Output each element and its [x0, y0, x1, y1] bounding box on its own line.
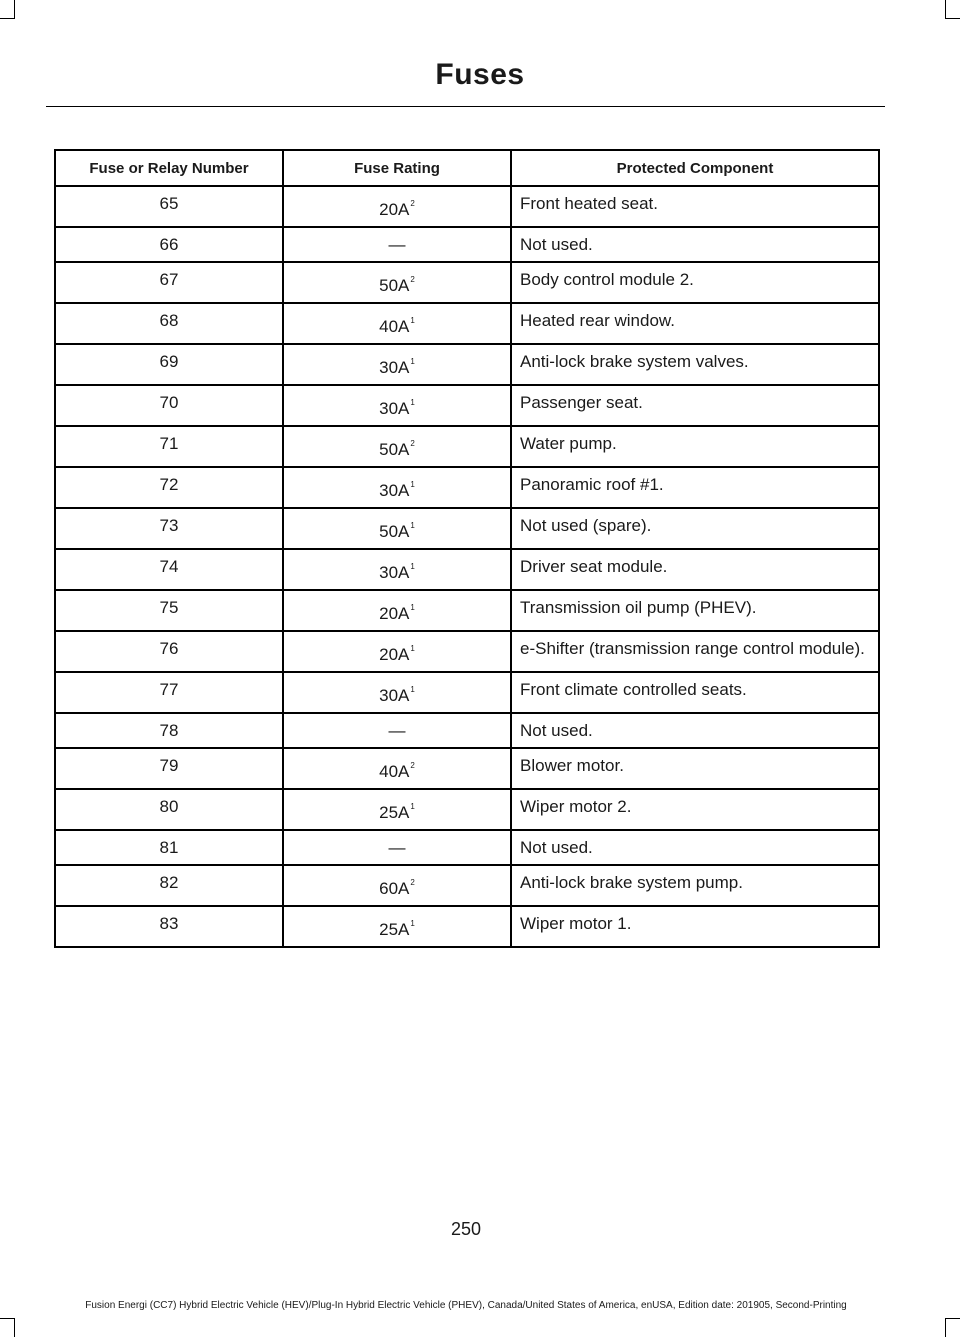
fuse-number: 74 [55, 549, 283, 590]
page-footer: Fusion Energi (CC7) Hybrid Electric Vehicle (HEV)/Plug-In Hybrid Electric Vehicle (PHEV), Canada/United States of America, enUSA, Edition date: 201905, Second-Printing [85, 1300, 847, 1311]
fuse-rating [283, 303, 511, 344]
table-row [55, 227, 879, 262]
fuse-number: 76 [55, 631, 283, 672]
fuse-rating-value: 60A [379, 879, 410, 898]
fuse-number: 82 [55, 865, 283, 906]
table-row [55, 590, 879, 631]
protected-component: Not used. [511, 227, 879, 262]
table-row [55, 672, 879, 713]
protected-component: Wiper motor 2. [511, 789, 879, 830]
protected-component: Water pump. [511, 426, 879, 467]
table-header-row [55, 150, 879, 186]
header-protected-component: Protected Component [511, 150, 879, 186]
fuse-rating-footnote: 1 [410, 316, 415, 325]
protected-component: Driver seat module. [511, 549, 879, 590]
fuse-rating [283, 789, 511, 830]
crop-mark [14, 1318, 15, 1337]
fuse-rating [283, 631, 511, 672]
fuse-rating-footnote: 1 [410, 802, 415, 811]
fuse-rating-value: 25A [379, 803, 410, 822]
protected-component: Body control module 2. [511, 262, 879, 303]
protected-component: Heated rear window. [511, 303, 879, 344]
fuse-rating-value: 30A [379, 686, 410, 705]
crop-mark [945, 18, 960, 19]
fuse-rating [283, 672, 511, 713]
fuse-number: 78 [55, 713, 283, 748]
protected-component: Blower motor. [511, 748, 879, 789]
fuse-rating [283, 590, 511, 631]
fuse-rating-footnote: 1 [410, 398, 415, 407]
table-row [55, 748, 879, 789]
fuse-rating-footnote: 2 [410, 439, 415, 448]
protected-component: Anti-lock brake system valves. [511, 344, 879, 385]
fuse-rating [283, 713, 511, 748]
fuse-rating-footnote: 2 [410, 878, 415, 887]
fuse-number: 77 [55, 672, 283, 713]
fuse-rating-value: 40A [379, 762, 410, 781]
fuse-rating-value: 25A [379, 920, 410, 939]
fuse-rating [283, 344, 511, 385]
fuse-number: 72 [55, 467, 283, 508]
fuse-number: 69 [55, 344, 283, 385]
fuse-rating-value: 30A [379, 399, 410, 418]
fuse-rating-footnote: 2 [410, 761, 415, 770]
fuse-rating-footnote: 2 [410, 275, 415, 284]
fuse-rating-value: 20A [379, 645, 410, 664]
protected-component: Anti-lock brake system pump. [511, 865, 879, 906]
fuse-number: 65 [55, 186, 283, 227]
protected-component: e-Shifter (transmission range control module). [511, 631, 879, 672]
crop-mark [0, 1318, 15, 1319]
fuse-rating [283, 426, 511, 467]
fuse-rating-value: — [388, 235, 406, 254]
fuse-number: 66 [55, 227, 283, 262]
table-row [55, 262, 879, 303]
table-row [55, 631, 879, 672]
fuse-rating-value: 50A [379, 440, 410, 459]
table-row [55, 385, 879, 426]
fuse-rating-footnote: 1 [410, 919, 415, 928]
fuse-rating-footnote: 2 [410, 199, 415, 208]
fuse-rating [283, 865, 511, 906]
fuse-rating-value: 20A [379, 200, 410, 219]
fuse-number: 83 [55, 906, 283, 947]
table-row [55, 713, 879, 748]
fuse-table [54, 149, 880, 948]
page-number: 250 [450, 1219, 482, 1239]
fuse-number: 68 [55, 303, 283, 344]
protected-component: Not used. [511, 830, 879, 865]
fuse-rating [283, 906, 511, 947]
header-fuse-number: Fuse or Relay Number [55, 150, 283, 186]
fuse-number: 70 [55, 385, 283, 426]
fuse-rating-footnote: 1 [410, 603, 415, 612]
fuse-rating [283, 385, 511, 426]
protected-component: Transmission oil pump (PHEV). [511, 590, 879, 631]
fuse-rating-value: — [388, 838, 406, 857]
fuse-rating-value: 50A [379, 276, 410, 295]
protected-component: Passenger seat. [511, 385, 879, 426]
fuse-rating [283, 549, 511, 590]
fuse-rating-footnote: 1 [410, 521, 415, 530]
fuse-rating-value: 30A [379, 481, 410, 500]
fuse-number: 67 [55, 262, 283, 303]
fuse-rating-value: 20A [379, 604, 410, 623]
fuse-rating-footnote: 1 [410, 644, 415, 653]
table-row [55, 426, 879, 467]
fuse-rating-footnote: 1 [410, 685, 415, 694]
fuse-rating [283, 227, 511, 262]
fuse-number: 71 [55, 426, 283, 467]
fuse-rating-value: 30A [379, 563, 410, 582]
fuse-rating-value: 30A [379, 358, 410, 377]
crop-mark [945, 1318, 960, 1319]
table-row [55, 344, 879, 385]
table-row [55, 186, 879, 227]
protected-component: Wiper motor 1. [511, 906, 879, 947]
table-row [55, 830, 879, 865]
table-row [55, 549, 879, 590]
crop-mark [945, 0, 946, 18]
fuse-rating-footnote: 1 [410, 357, 415, 366]
table-row [55, 865, 879, 906]
fuse-number: 73 [55, 508, 283, 549]
protected-component: Not used. [511, 713, 879, 748]
protected-component: Front heated seat. [511, 186, 879, 227]
header-fuse-rating: Fuse Rating [283, 150, 511, 186]
fuse-number: 75 [55, 590, 283, 631]
crop-mark [0, 18, 15, 19]
fuse-rating-value: — [388, 721, 406, 740]
fuse-rating-value: 40A [379, 317, 410, 336]
fuse-rating [283, 830, 511, 865]
fuse-rating [283, 186, 511, 227]
page-title: Fuses [435, 58, 525, 91]
fuse-rating [283, 262, 511, 303]
crop-mark [945, 1318, 946, 1337]
fuse-rating-value: 50A [379, 522, 410, 541]
table-row [55, 467, 879, 508]
fuse-number: 80 [55, 789, 283, 830]
table-row [55, 303, 879, 344]
protected-component: Front climate controlled seats. [511, 672, 879, 713]
protected-component: Panoramic roof #1. [511, 467, 879, 508]
fuse-rating-footnote: 1 [410, 480, 415, 489]
fuse-rating [283, 748, 511, 789]
fuse-rating [283, 467, 511, 508]
table-row [55, 906, 879, 947]
protected-component: Not used (spare). [511, 508, 879, 549]
table-row [55, 789, 879, 830]
fuse-table-body [55, 186, 879, 947]
fuse-number: 81 [55, 830, 283, 865]
fuse-number: 79 [55, 748, 283, 789]
table-row [55, 508, 879, 549]
fuse-rating-footnote: 1 [410, 562, 415, 571]
crop-mark [14, 0, 15, 18]
fuse-rating [283, 508, 511, 549]
title-divider [46, 106, 885, 107]
